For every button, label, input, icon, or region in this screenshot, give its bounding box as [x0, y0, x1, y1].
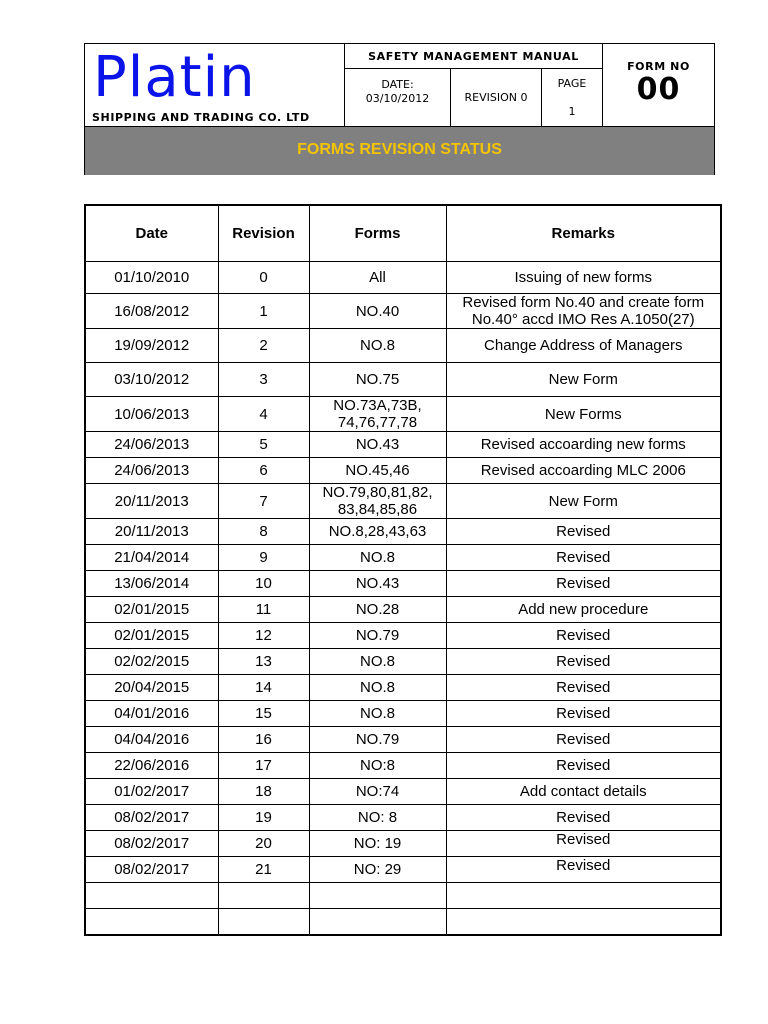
cell-revision: 2 [218, 329, 309, 363]
cell-remarks: Issuing of new forms [446, 262, 721, 294]
cell-revision: 10 [218, 571, 309, 597]
cell-revision: 11 [218, 597, 309, 623]
cell-remarks: Revised [446, 831, 721, 857]
table-row [85, 432, 721, 458]
cell-revision [218, 883, 309, 909]
table-row [85, 675, 721, 701]
cell-forms: NO.79,80,81,82, 83,84,85,86 [309, 484, 446, 519]
cell-date: 16/08/2012 [85, 294, 218, 329]
table-row [85, 857, 721, 883]
cell-date: 01/10/2010 [85, 262, 218, 294]
table-row [85, 329, 721, 363]
revision-table [84, 204, 722, 936]
table-row [85, 909, 721, 936]
table-row [85, 727, 721, 753]
cell-remarks: Revised form No.40 and create form No.40° accd IMO Res A.1050(27) [446, 294, 721, 329]
table-row [85, 779, 721, 805]
cell-revision: 3 [218, 363, 309, 397]
cell-date: 08/02/2017 [85, 805, 218, 831]
cell-forms: NO: 8 [309, 805, 446, 831]
cell-forms [309, 909, 446, 936]
cell-forms: NO.75 [309, 363, 446, 397]
cell-forms: NO.43 [309, 571, 446, 597]
table-row [85, 363, 721, 397]
cell-remarks: Revised [446, 649, 721, 675]
date-value: 03/10/2012 [365, 92, 430, 105]
cell-forms: NO.8 [309, 701, 446, 727]
cell-remarks [446, 909, 721, 936]
table-row [85, 649, 721, 675]
cell-forms: NO: 29 [309, 857, 446, 883]
cell-forms: NO.28 [309, 597, 446, 623]
cell-remarks: Add new procedure [446, 597, 721, 623]
cell-forms: NO.8 [309, 675, 446, 701]
company-logo: Platin [93, 45, 256, 110]
manual-title: SAFETY MANAGEMENT MANUAL [345, 44, 603, 69]
page-number: 1 [568, 105, 576, 118]
cell-date: 04/04/2016 [85, 727, 218, 753]
cell-remarks: Revised accoarding MLC 2006 [446, 458, 721, 484]
cell-remarks [446, 883, 721, 909]
cell-date: 10/06/2013 [85, 397, 218, 432]
cell-forms: NO.40 [309, 294, 446, 329]
cell-forms [309, 883, 446, 909]
date-cell [345, 69, 451, 126]
cell-revision: 1 [218, 294, 309, 329]
table-row [85, 753, 721, 779]
company-name: SHIPPING AND TRADING CO. LTD [92, 111, 310, 124]
cell-date: 04/01/2016 [85, 701, 218, 727]
cell-revision: 16 [218, 727, 309, 753]
cell-date: 08/02/2017 [85, 857, 218, 883]
cell-remarks: Revised [446, 675, 721, 701]
cell-forms: NO.73A,73B, 74,76,77,78 [309, 397, 446, 432]
table-row [85, 831, 721, 857]
cell-forms: NO.79 [309, 727, 446, 753]
logo-cell [85, 44, 345, 126]
cell-remarks: Revised [446, 623, 721, 649]
cell-forms: NO.43 [309, 432, 446, 458]
cell-revision: 19 [218, 805, 309, 831]
cell-date: 20/11/2013 [85, 519, 218, 545]
cell-forms: NO.45,46 [309, 458, 446, 484]
form-no-cell [603, 44, 714, 126]
cell-revision: 4 [218, 397, 309, 432]
cell-date: 24/06/2013 [85, 458, 218, 484]
table-row [85, 484, 721, 519]
revision-cell: REVISION 0 [451, 69, 542, 126]
table-row [85, 883, 721, 909]
cell-date: 08/02/2017 [85, 831, 218, 857]
table-row [85, 519, 721, 545]
cell-remarks: Revised [446, 753, 721, 779]
cell-remarks: Revised [446, 571, 721, 597]
header-revision: Revision [218, 205, 309, 262]
cell-remarks: Revised [446, 701, 721, 727]
cell-forms: NO.8 [309, 545, 446, 571]
cell-date: 13/06/2014 [85, 571, 218, 597]
cell-revision: 15 [218, 701, 309, 727]
cell-date: 20/11/2013 [85, 484, 218, 519]
page-label: PAGE [557, 77, 587, 90]
cell-date [85, 909, 218, 936]
cell-date: 22/06/2016 [85, 753, 218, 779]
table-row [85, 397, 721, 432]
form-no-label: FORM NO [627, 60, 690, 73]
cell-revision: 8 [218, 519, 309, 545]
table-row [85, 262, 721, 294]
cell-remarks: Add contact details [446, 779, 721, 805]
cell-forms: NO.79 [309, 623, 446, 649]
table-header-row [85, 205, 721, 262]
document-header [84, 43, 715, 175]
cell-remarks: Revised accoarding new forms [446, 432, 721, 458]
cell-revision: 5 [218, 432, 309, 458]
cell-forms: NO.8 [309, 329, 446, 363]
cell-date: 02/02/2015 [85, 649, 218, 675]
header-remarks: Remarks [446, 205, 721, 262]
cell-date: 01/02/2017 [85, 779, 218, 805]
cell-remarks: Revised [446, 519, 721, 545]
table-row [85, 805, 721, 831]
date-label: DATE: [381, 78, 414, 91]
table-row [85, 571, 721, 597]
table-row [85, 701, 721, 727]
table-row [85, 545, 721, 571]
cell-forms: All [309, 262, 446, 294]
table-row [85, 623, 721, 649]
cell-forms: NO:74 [309, 779, 446, 805]
cell-date: 02/01/2015 [85, 597, 218, 623]
cell-date: 20/04/2015 [85, 675, 218, 701]
cell-revision: 6 [218, 458, 309, 484]
cell-date: 24/06/2013 [85, 432, 218, 458]
header-date: Date [85, 205, 218, 262]
cell-remarks: New Form [446, 363, 721, 397]
cell-revision: 7 [218, 484, 309, 519]
cell-revision: 12 [218, 623, 309, 649]
cell-revision: 14 [218, 675, 309, 701]
cell-remarks: Revised [446, 857, 721, 883]
cell-revision: 18 [218, 779, 309, 805]
cell-revision: 13 [218, 649, 309, 675]
cell-date: 19/09/2012 [85, 329, 218, 363]
table-row [85, 597, 721, 623]
cell-remarks: New Form [446, 484, 721, 519]
cell-remarks: Revised [446, 545, 721, 571]
cell-date: 03/10/2012 [85, 363, 218, 397]
header-forms: Forms [309, 205, 446, 262]
cell-date: 21/04/2014 [85, 545, 218, 571]
page-cell [542, 69, 603, 126]
cell-forms: NO.8 [309, 649, 446, 675]
table-row [85, 294, 721, 329]
banner-title: FORMS REVISION STATUS [85, 126, 714, 175]
cell-revision: 17 [218, 753, 309, 779]
cell-revision [218, 909, 309, 936]
cell-date: 02/01/2015 [85, 623, 218, 649]
cell-remarks: Revised [446, 727, 721, 753]
cell-forms: NO: 19 [309, 831, 446, 857]
cell-forms: NO:8 [309, 753, 446, 779]
cell-revision: 20 [218, 831, 309, 857]
cell-remarks: New Forms [446, 397, 721, 432]
cell-revision: 9 [218, 545, 309, 571]
cell-forms: NO.8,28,43,63 [309, 519, 446, 545]
cell-revision: 21 [218, 857, 309, 883]
form-no-value: 00 [636, 72, 681, 107]
table-row [85, 458, 721, 484]
cell-date [85, 883, 218, 909]
cell-revision: 0 [218, 262, 309, 294]
cell-remarks: Revised [446, 805, 721, 831]
cell-remarks: Change Address of Managers [446, 329, 721, 363]
